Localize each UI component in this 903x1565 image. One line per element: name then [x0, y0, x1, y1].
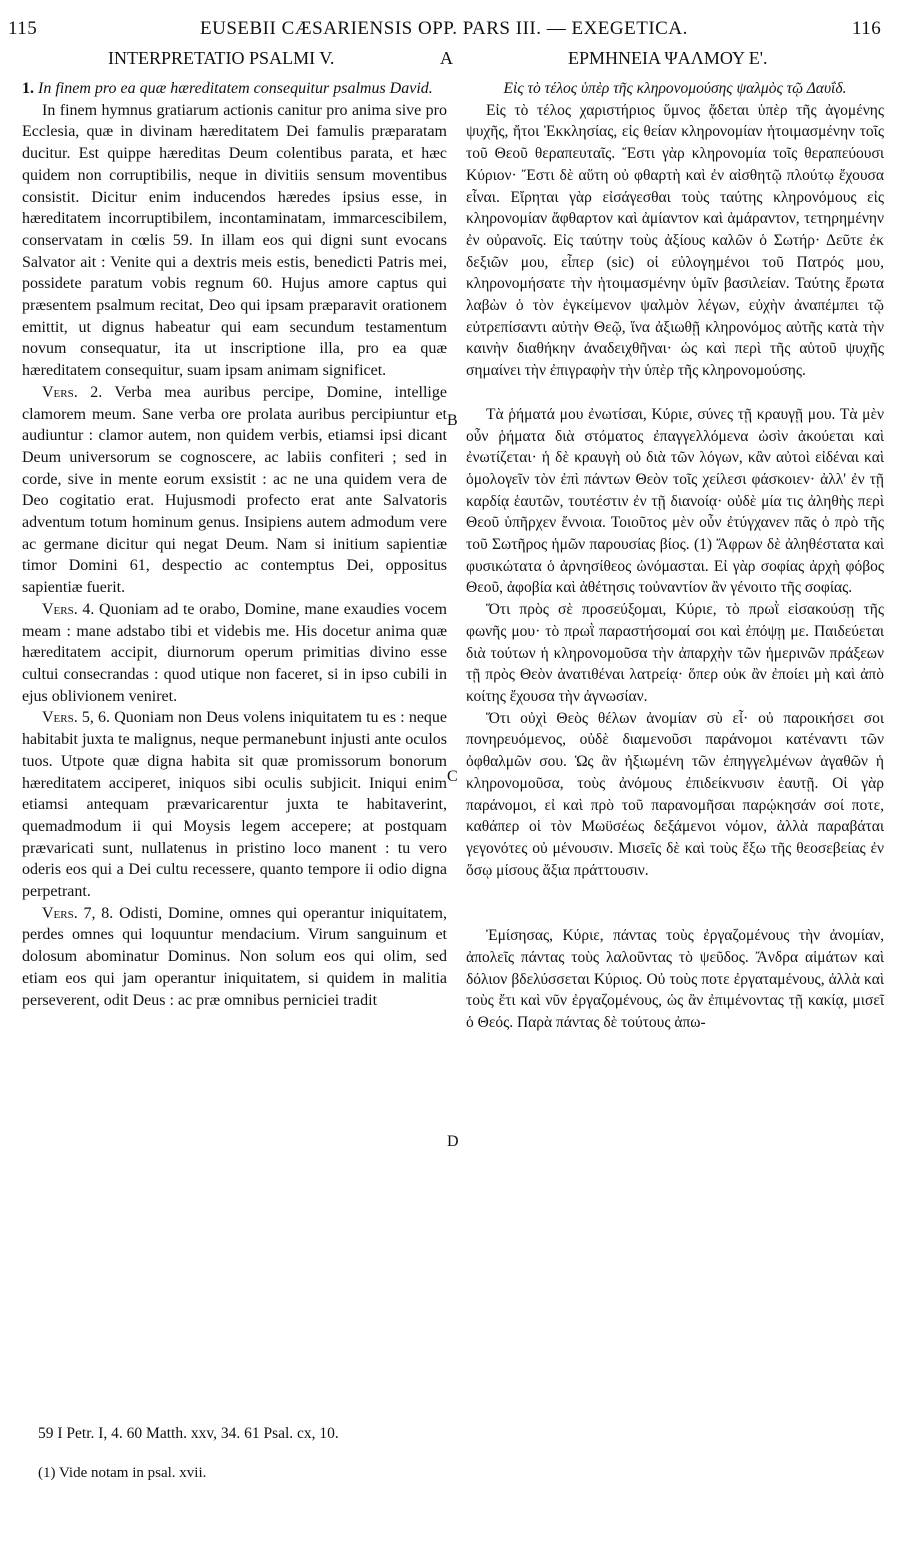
- page-number-left: 115: [8, 18, 38, 39]
- running-header: [0, 18, 903, 44]
- verse-text: Quoniam non Deus volens iniquitatem tu es : neque habitabit juxta te malignus, neque permanebunt injusti ante oculos tuos. Utpote quæ digna habita sit quæ promissorum bonorum hæreditatem acciperet, iniquos sibi oculis subjicit. Iniqui enim etiamsi antequam prævaricarentur juxta te habitaverint, quemadmodum ii qui Moysis legem accepere; at postquam prævaricati sunt, nullatenus in pristino loco manent : tu vero oderis eos qui a Dei cultu recessere, quanto tempore ii odio digna perpetrant.: [22, 709, 448, 901]
- margin-letter-c: C: [447, 768, 458, 785]
- greek-column-title: ΕΡΜΗΝΕΙΑ ΨΑΛΜΟΥ Ε'.: [568, 48, 768, 68]
- column-marker: A: [440, 48, 453, 68]
- greek-title-para: [466, 78, 884, 100]
- greek-verse-5-6: Ὅτι οὐχὶ Θεὸς θέλων ἀνομίαν σὺ εἶ· οὐ παροικήσει σοι πονηρευόμενος, οὐδὲ διαμενοῦσι παράνομοι κατέναντι τῶν ὀφθαλμῶν σου. Ὡς ἂν ἠξιωμένη τῶν ἐπηγγελμένων ἀγαθῶν ἡ κληρονομοῦσα, τοὺς ἀνόμους ἐπιδείκνυσιν ἑαυτῇ. Οἱ γὰρ παράνομοι, εἰ καὶ πρὸ τοῦ παρανομῆσαι παρῴκησάν σοί ποτε, καθάπερ οἱ τὸν Μωϋσέως δεξάμενοι νόμον, ἀλλὰ παραβάται γεγονότες οὐ μένουσιν. Μισεῖς δὲ καὶ τοὺς ἔξω τῆς θεοσεβείας ἐν ὅσῳ μίσους ἄξια πράττουσιν.: [466, 709, 884, 879]
- greek-verse-4: Ὅτι πρὸς σὲ προσεύξομαι, Κύριε, τὸ πρωῒ εἰσακούσῃ τῆς φωνῆς μου· τὸ πρωῒ παραστήσομαί σοι καὶ ἐπόψῃ με. Παιδεύεται διὰ τούτων ἡ κληρονομοῦσα τὴν ἀπαρχὴν τῶν ἡμερινῶν πράξεων τῇ πρὸς Θεὸν ἀνατιθέναι λατρείᾳ· ὅπερ οὐκ ἂν ἐποίει μὴ καὶ ἀπὸ κοίτης ἔχουσα τὴν ἀγνωσίαν.: [466, 601, 884, 705]
- footnote-1: (1) Vide notam in psal. xvii.: [38, 1465, 207, 1481]
- verse-label: Vers. 2.: [42, 383, 103, 401]
- spacer: [466, 881, 884, 925]
- greek-intro-paragraph: Εἰς τὸ τέλος χαριστήριος ὕμνος ᾄδεται ὑπὲρ τῆς ἀγομένης ψυχῆς, ἤτοι Ἐκκλησίας, εἰς θείαν κληρονομίαν ἡτοιμασμένην τοῖς τοῦ Θεοῦ θεραπευταῖς. Ἔστι γὰρ κληρονομία τοῖς θεραπεύουσι Κύριον· Ἔστι δὲ αὕτη οὐ φθαρτὴ καὶ ἐν αἰσθητῷ πλούτῳ ἔχουσα εἶναι. Εἴρηται γὰρ εἰσάγεσθαι τοὺς ταύτης κληρονόμους εἰς κληρονομίαν ἄφθαρτον καὶ ἀμίαντον καὶ ἀμάραντον, τετηρημένην ἐν οὐρανοῖς. Εἰς ταύτην τοὺς ἀξίους καλῶν ὁ Σωτήρ· Δεῦτε ἐκ δεξιῶν μου, εἶπερ (sic) οἱ εὐλογημένοι τοῦ Πατρός μου, κληρονομήσατε τὴν ἡτοιμασμένην ὑμῖν βασιλείαν. Ταύτης ἔρωτα λαβὼν ὁ τὸν ἐγκείμενον ψαλμὸν λέγων, εὐχὴν ἀναπέμπει τῷ εὐτρεπίσαντι αὐτὴν Θεῷ, ἵνα ἀξιωθῇ κληρονόμος αὐτῆς κατὰ τὴν καινὴν διαθήκην ἀναδειχθῆναι· ὡς καὶ περὶ τῆς αὑτοῦ ψυχῆς σημαίνει τὴν ἐπιγραφὴν τὴν ὑπὲρ τῆς κληρονομούσης.: [466, 101, 884, 380]
- footnotes: 59 I Petr. I, 4. 60 Matth. xxv, 34. 61 Psal. cx, 10.: [38, 1425, 339, 1442]
- greek-column: [466, 78, 884, 1034]
- latin-verse-4: [22, 599, 447, 708]
- margin-letter-b: B: [447, 412, 458, 429]
- latin-title-para: [22, 78, 447, 100]
- verse-text: Odisti, Domine, omnes qui operantur iniquitatem, perdes omnes qui loquuntur mendacium. Virum sanguinum et dolosum abominatur Dominus. Non solum eos qui olim, sed etiam eos qui jam operantur iniquitatem, si quidem in malitia perseverent, odit Deus : ac præ omnibus perniciei tradit: [22, 904, 448, 1009]
- latin-verse-2: [22, 382, 447, 599]
- latin-column-title: INTERPRETATIO PSALMI V.: [108, 48, 335, 68]
- verse-text: Verba mea auribus percipe, Domine, intellige clamorem meum. Sane verba ore prolata auribus percipiuntur et audiuntur : clamor autem, non quidem verbis, etiamsi ipsi dicant Deum universorum se cognoscere, ac labiis confiteri ; sed in corde, sive in mente eorum exsistit : ac ne una quidem vera de Deo cogitatio erat. Hujusmodi profecto erat ante Salvatoris adventum totum hominum genus. Insipiens autem admodum vere ac germane dicitur qui negat Deum. Nam si initium sapientiæ timor Domini 61, despectio ac contemptus Dei, oppositus sapientiæ fuerit.: [22, 383, 447, 597]
- verse-label: Vers. 4.: [42, 600, 95, 618]
- greek-verse-7-8: Ἐμίσησας, Κύριε, πάντας τοὺς ἐργαζομένους τὴν ἀνομίαν, ἀπολεῖς πάντας τοὺς λαλοῦντας τὸ ψεῦδος. Ἄνδρα αἱμάτων καὶ δόλιον βδελύσσεται Κύριος. Οὐ τοὺς ποτε ἐργαταμένους, ἀλλὰ καὶ τοὺς ἔτι καὶ νῦν ἐργαζομένους, ὡς ἂν ἐπιμένοντας τῇ κακίᾳ, μισεῖ ὁ Θεός. Παρὰ πάντας δὲ τούτους ἀπω-: [466, 927, 884, 1032]
- latin-intro-paragraph: In finem hymnus gratiarum actionis canitur pro anima sive pro Ecclesia, quæ in divinam hæreditatem Dei famulis præparatam ducitur. Est quippe hæreditas Deum colentibus parata, et hæc quidem non corruptibilis, neque in divitiis sensum moventibus consistit. Dicitur enim inducendos hæredes ipsius esse, in hæreditatem incorruptibilem, incontaminatam, immarcescibilem, conservatam in cœlis 59. In illam eos qui digni sunt evocans Salvator ait : Venite qui a dextris meis estis, benedicti Patris mei, possidete paratum vobis regnum 60. Hujus amore captus qui præsentem psalmum recitat, Deo qui ipsam præparavit orationem emittit, ut dignus habeatur qui eam secundum testamentum novum consequatur, ita ut inscriptione illa, pro ea quæ hæreditatem consequitur, suam ipsam animam significet.: [22, 101, 447, 380]
- verse-text: Quoniam ad te orabo, Domine, mane exaudies vocem meam : mane adstabo tibi et videbis me. His docetur anima quæ hæreditatem accipit, diurnorum operum primitias divino esse cultui consecrandas : quod utique non faceret, si in ipso cubili in ejus oblivionem veniret.: [22, 600, 447, 705]
- verse-label: Vers. 7, 8.: [42, 904, 114, 922]
- column-titles: [0, 48, 903, 74]
- latin-column: [22, 78, 447, 1011]
- margin-letter-d: D: [447, 1133, 459, 1150]
- latin-lead-number: 1.: [22, 80, 34, 97]
- spacer: [466, 382, 884, 404]
- page-number-right: 116: [852, 18, 882, 39]
- greek-verse-2: Τὰ ῥήματά μου ἐνωτίσαι, Κύριε, σύνες τῇ κραυγῇ μου. Τὰ μὲν οὖν ῥήματα διὰ στόματος ἐπαγγελλόμενα ὠσὶν ἀκούεται καὶ ἐνωτίζεται· ἡ δὲ κραυγὴ οὐ διὰ τῶν λόγων, κἂν αὐτοὶ εἰδέναι καὶ ὁμολογεῖν τὸν ἐπὶ πάντων Θεὸν τοῖς χείλεσι φάσκοιεν· ἀλλ' ἐν τῇ καρδίᾳ ἑαυτῶν, τουτέστιν ἐν τῇ διανοίᾳ· οὐδὲ μία τις ἀληθὴς περὶ Θεοῦ ὑπῆρχεν ἔννοια. Τοιοῦτος μὲν οὖν ἐτύγχανεν πᾶς ὁ πρὸ τῆς τοῦ Σωτῆρος ἡμῶν παρουσίας βίος. (1) Ἄφρων δὲ ἀληθέστατα καὶ φυσικώτατα ὁ ἀρνησίθεος ὠνόμασται. Εἰ γὰρ σοφίας ἀρχὴ φόβος Θεοῦ, ἀφοβία καὶ ἀθέτησις τοὐναντίον ἂν γένοιτο τῆς σοφίας.: [466, 405, 884, 597]
- running-title: EUSEBII CÆSARIENSIS OPP. PARS III. — EXEGETICA.: [200, 18, 688, 39]
- latin-verse-5-6: [22, 707, 447, 902]
- latin-psalm-title: In finem pro ea quæ hæreditatem consequitur psalmus David.: [38, 80, 433, 97]
- latin-verse-7-8: [22, 903, 447, 1012]
- verse-label: Vers. 5, 6.: [42, 709, 111, 727]
- greek-psalm-title: Εἰς τὸ τέλος ὑπὲρ τῆς κληρονομούσης ψαλμὸς τῷ Δαυΐδ.: [503, 80, 847, 97]
